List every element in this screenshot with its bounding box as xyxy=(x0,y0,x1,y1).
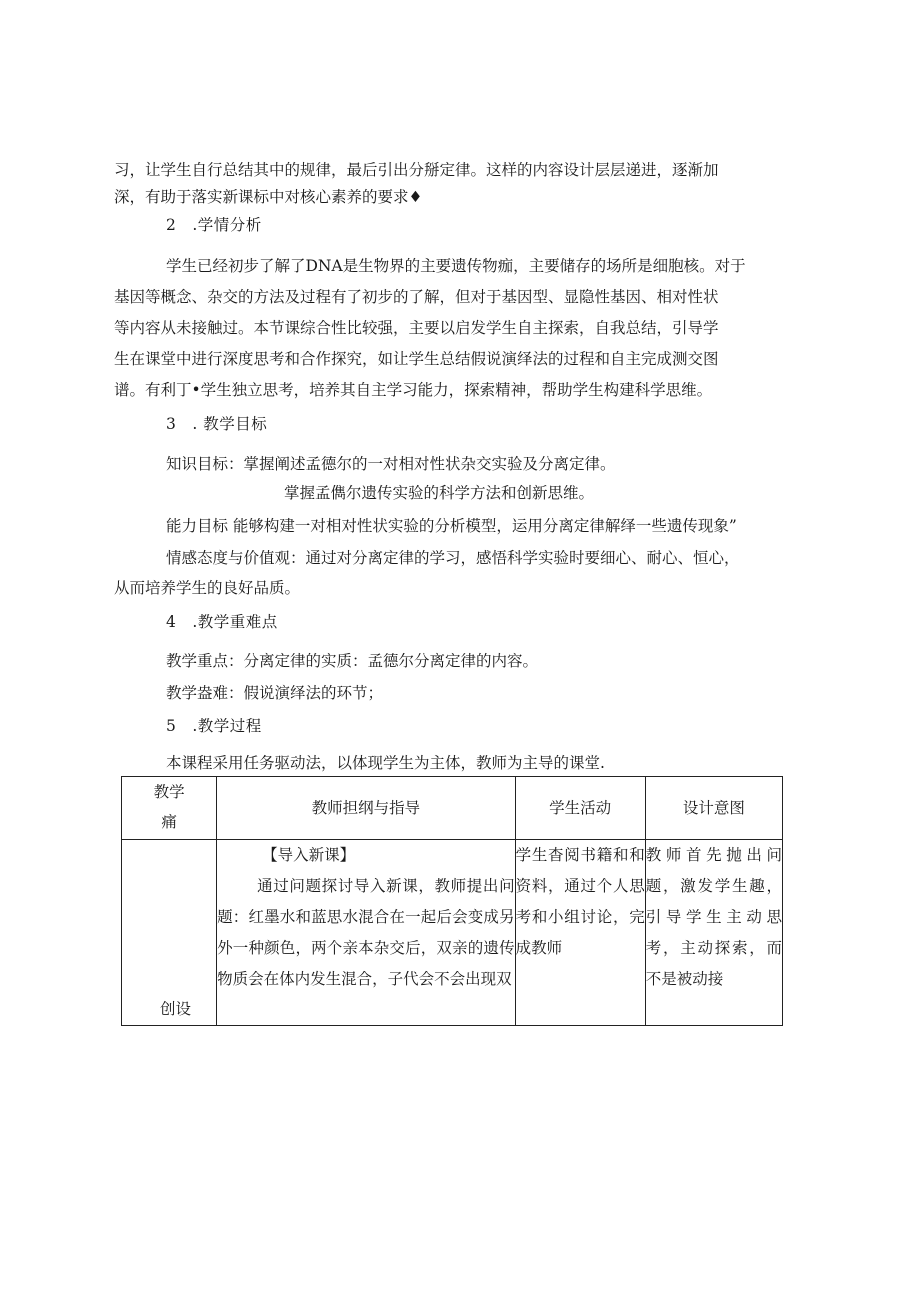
paragraph-line: 谱。有利丁•学生独立思考，培养其自主学习能力，探索精神，帮助学生构建科学思维。 xyxy=(114,381,713,399)
header-activity: 学生活动 xyxy=(515,777,645,840)
paragraph-line: 深，有助于落实新课标中对核心素养的要求♦ xyxy=(114,188,423,206)
stage-cell xyxy=(122,840,217,1026)
key-point-line: 教学重点：分离定律的实质：孟德尔分离定律的内容。 xyxy=(166,652,539,670)
goal-line: 掌握孟儁尔遗传实验的科学方法和创新思维。 xyxy=(284,484,595,502)
goal-line: 能力目标 能够构建一对相对性状实验的分析模型，运用分离定律解绎一些遗传现象” xyxy=(166,517,737,535)
header-intent: 设计意图 xyxy=(645,777,782,840)
section-heading: 4 .教学重难点 xyxy=(166,613,278,631)
paragraph-line: 本课程采用任务驱动法，以体现学生为主体，教师为主导的课堂. xyxy=(166,754,605,772)
header-guide: 教师担纲与指导 xyxy=(217,777,515,840)
section-heading: 2 .学情分析 xyxy=(166,216,262,234)
paragraph-line: 生在课堂中进行深度思考和合作探究，如让学生总结假说演绎法的过程和自主完成测交图 xyxy=(114,350,719,368)
header-stage xyxy=(122,777,217,840)
guide-cell xyxy=(217,840,515,1026)
intent-cell: 教师首先抛出问题，激发学生趣，引导学生主动思考，主动探索，而不是被动接 xyxy=(645,840,782,1026)
lesson-table xyxy=(121,776,783,1026)
table-row xyxy=(122,840,783,1026)
paragraph-line: 基因等概念、杂交的方法及过程有了初步的了解，但对于基因型、显隐性基因、相对性状 xyxy=(114,288,719,306)
stage-label: 创设 xyxy=(160,1000,192,1018)
paragraph-line: 学生已经初步了解了DNA是生物界的主要遗传物痂，主要储存的场所是细胞核。对于 xyxy=(166,257,746,275)
activity-cell: 学生杳阅书籍和和资料，通过个人思考和小组讨论，完成教师 xyxy=(515,840,645,1026)
goal-line: 情感态度与价值观：通过对分离定律的学习，感悟科学实验时要细心、耐心、恒心， xyxy=(166,549,740,567)
paragraph-line: 等内容从未接触过。本节课综合性比较强，主要以启发学生自主探索，自我总结，引导学 xyxy=(114,319,719,337)
section-heading: 3 . 教学目标 xyxy=(166,415,268,433)
header-stage-line2: 痛 xyxy=(161,813,177,831)
guide-title: 【导入新课】 xyxy=(262,846,356,864)
paragraph-line: 习，让学生自行总结其中的规律，最后引出分掰定律。这样的内容设计层层递进，逐渐加 xyxy=(114,161,719,179)
goal-line: 从而培养学生的良好品质。 xyxy=(114,579,301,597)
key-point-line: 教学盎难：假说演绎法的环节； xyxy=(166,684,384,702)
section-heading: 5 .教学过程 xyxy=(166,717,262,735)
table-header-row xyxy=(122,777,783,840)
goal-line: 知识目标：掌握阐述孟德尔的一对相对性状杂交实验及分离定律。 xyxy=(166,455,616,473)
guide-text: 通过问题探讨导入新课，教师提出问题：红墨水和蓝思水混合在一起后会变成另外一种颜色，两个亲本杂交后，双亲的遗传物质会在体内发生混合，子代会不会出现双 xyxy=(217,877,515,988)
header-stage-line1: 教学 xyxy=(153,783,185,801)
